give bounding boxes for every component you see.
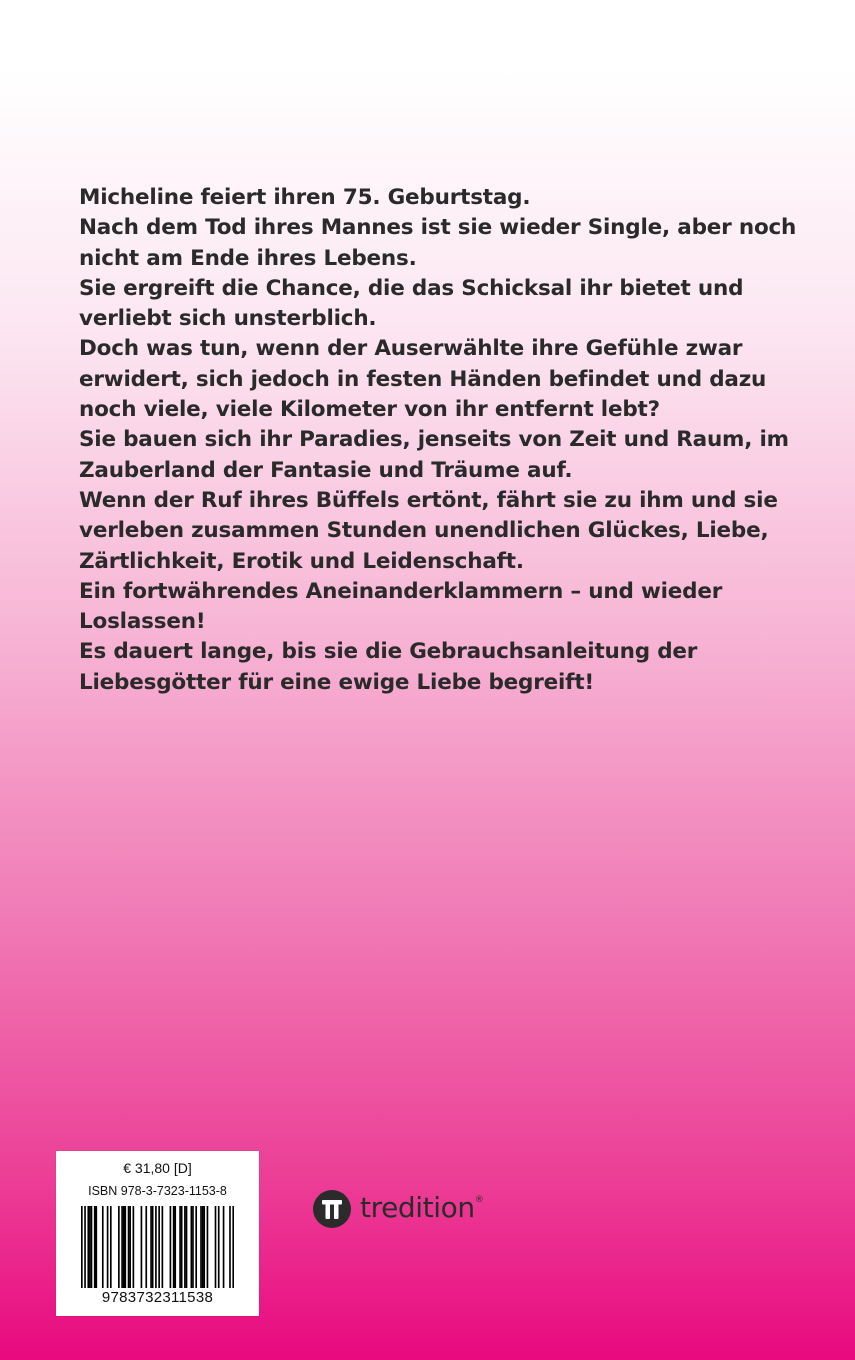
barcode-bar [173, 1206, 175, 1288]
barcode-bar [81, 1206, 83, 1288]
barcode-bar [170, 1206, 172, 1288]
blurb-paragraph: Doch was tun, wenn der Auserwählte ihre Gefühle zwar erwidert, sich jedoch in festen Händen befindet und dazu noch viele, viele Kilometer von ihr entfernt lebt? [79, 336, 767, 423]
barcode-bar [191, 1206, 193, 1288]
isbn-label: ISBN 978-3-7323-1153-8 [88, 1184, 227, 1198]
barcode-bar [128, 1206, 130, 1288]
registered-mark: ® [474, 1195, 484, 1206]
price-label: € 31,80 [D] [123, 1160, 192, 1176]
blurb-paragraph: Micheline feiert ihren 75. Geburtstag. [79, 185, 531, 210]
barcode-bar [95, 1206, 97, 1288]
blurb-paragraph: Ein fortwährendes Aneinanderklammern – und wieder Loslassen! [79, 578, 723, 635]
barcode-bar [145, 1206, 147, 1288]
barcode-label [56, 1151, 259, 1316]
barcode-bar [94, 1206, 96, 1288]
barcode-bar [195, 1206, 197, 1288]
tredition-logo-icon [313, 1190, 351, 1228]
barcode-bar [181, 1206, 183, 1288]
barcode-bar [155, 1206, 157, 1288]
blurb-paragraph: Sie bauen sich ihr Paradies, jenseits von Zeit und Raum, im Zauberland der Fantasie und Träume auf. [79, 427, 789, 483]
barcode-bar [110, 1206, 112, 1288]
barcode-bar [232, 1206, 234, 1288]
blurb-paragraph: Wenn der Ruf ihres Büffels ertönt, fährt sie zu ihm und sie verleben zusammen Stunden unendlichen Glückes, Liebe, Zärtlichkeit, Erotik und Leidenschaft. [79, 487, 778, 574]
barcode-bar [218, 1206, 220, 1288]
blurb-paragraph: Nach dem Tod ihres Mannes ist sie wieder Single, aber noch nicht am Ende ihres Lebens. [79, 215, 797, 271]
barcode-bar [186, 1206, 188, 1288]
barcode-bar [229, 1206, 231, 1288]
barcode-bar [203, 1206, 205, 1288]
barcode-bars [81, 1206, 234, 1288]
barcode-bar [123, 1206, 125, 1288]
barcode-bar [84, 1206, 86, 1288]
barcode-bar [102, 1206, 104, 1288]
barcode-bar [87, 1206, 89, 1288]
barcode-bar [200, 1206, 202, 1288]
publisher-name [360, 1191, 483, 1224]
publisher-logo [313, 1188, 483, 1230]
barcode-bar [133, 1206, 135, 1288]
barcode-bar [192, 1206, 194, 1288]
blurb-paragraph: Sie ergreift die Chance, die das Schicksal ihr bietet und verliebt sich unsterblich. [79, 275, 744, 332]
barcode-bar [107, 1206, 109, 1288]
barcode-bar [179, 1206, 181, 1288]
barcode-bar [162, 1206, 164, 1288]
barcode-bar [121, 1206, 123, 1288]
publisher-name-text: tredition [360, 1190, 475, 1224]
barcode-digits: 9783732311538 [101, 1289, 214, 1306]
barcode-bar [223, 1206, 225, 1288]
barcode-bar [174, 1206, 176, 1288]
blurb-paragraph: Es dauert lange, bis sie die Gebrauchsanleitung der Liebesgötter für eine ewige Liebe begreift! [79, 639, 698, 695]
barcode-bar [129, 1206, 131, 1288]
back-cover-blurb [79, 183, 799, 698]
barcode-bar [141, 1206, 143, 1288]
barcode-bar [215, 1206, 217, 1288]
barcode-bar [89, 1206, 91, 1288]
barcode-bar [124, 1206, 126, 1288]
barcode-bar [118, 1206, 120, 1288]
barcode-bar [184, 1206, 186, 1288]
barcode-bar [91, 1206, 93, 1288]
barcode-bar [207, 1206, 209, 1288]
barcode-bar [150, 1206, 152, 1288]
barcode-bar [202, 1206, 204, 1288]
barcode-bar [158, 1206, 160, 1288]
barcode-bar [152, 1206, 154, 1288]
